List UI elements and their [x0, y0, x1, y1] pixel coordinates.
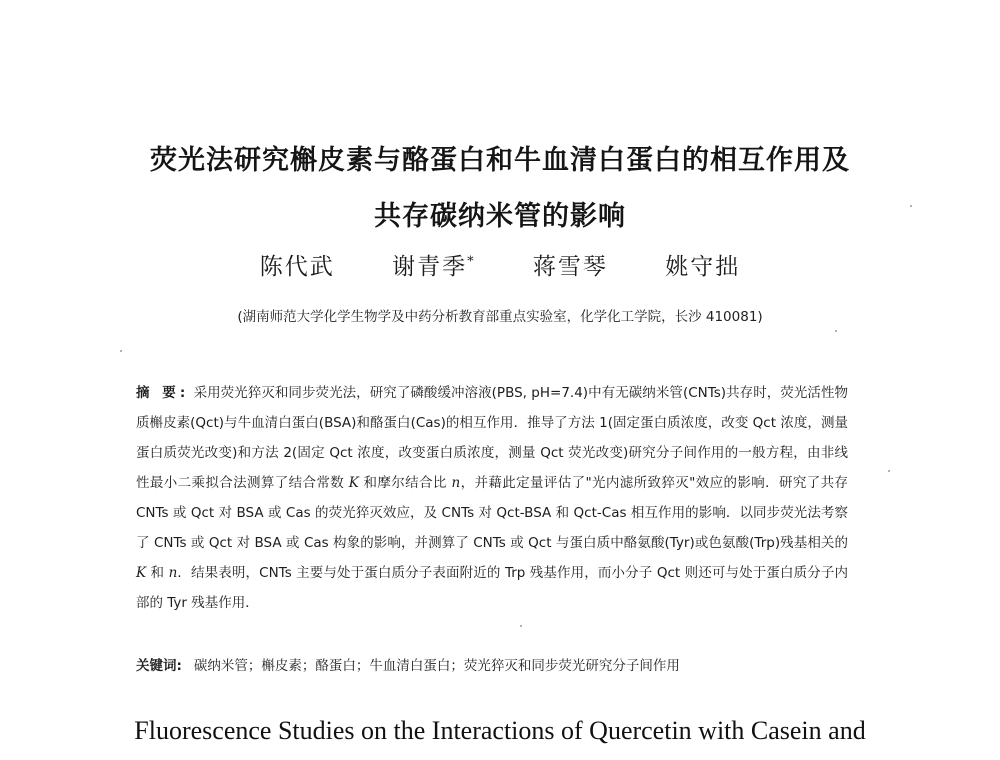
keywords-label: 关键词:	[136, 658, 182, 674]
symbol-n: n	[168, 565, 178, 581]
affiliation: (湖南师范大学化学生物学及中药分析教育部重点实验室，化学化工学院，长沙 410081)	[237, 309, 763, 325]
scan-speck	[888, 470, 890, 472]
chinese-title-line-1: 荧光法研究槲皮素与酪蛋白和牛血清白蛋白的相互作用及	[150, 145, 850, 176]
symbol-k: K	[348, 475, 359, 491]
corresponding-author-mark: *	[467, 254, 476, 270]
author-name: 陈代武	[259, 254, 335, 280]
author-name: 谢青季	[392, 254, 468, 280]
keywords-text: 碳纳米管；槲皮素；酪蛋白；牛血清白蛋白；荧光猝灭和同步荧光研究分子间作用	[193, 658, 680, 674]
symbol-n: n	[451, 475, 461, 491]
scan-speck	[520, 625, 522, 627]
abstract-text: ．结果表明，CNTs 主要与处于蛋白质分子表面附近的 Trp 残基作用，而小分子 Qct 则还可与处于蛋白质分子内部的 Tyr 残基作用．	[136, 565, 848, 611]
scan-speck	[120, 350, 122, 352]
chinese-title-line-2: 共存碳纳米管的影响	[374, 201, 626, 232]
abstract-text: 采用荧光猝灭和同步荧光法，研究了磷酸缓冲溶液(PBS, pH=7.4)中有无碳纳米管(CNTs)共存时，荧光活性物质槲皮素(Qct)与牛血清白蛋白(BSA)和酪蛋白(Cas)的相互作用．推导了方法 1(固定蛋白质浓度，改变 Qct 浓度，测量蛋白质荧光改变)和方法 2(固定 Qct 浓度，改变蛋白质浓度，测量 Qct 荧光改变)研究分子间作用的一般方程，由非线性最小二乘拟合法测算了结合常数	[136, 385, 848, 491]
author-name: 姚守拙	[665, 254, 741, 280]
symbol-k: K	[136, 565, 147, 581]
abstract-text: 和	[146, 565, 169, 581]
keywords	[136, 654, 848, 674]
author-name: 蒋雪琴	[532, 254, 608, 280]
scan-speck	[910, 205, 912, 207]
author-list	[0, 248, 1000, 281]
abstract	[136, 378, 848, 618]
author-name-corresponding	[392, 254, 476, 280]
abstract-label: 摘 要:	[136, 385, 190, 401]
abstract-text: ，并藉此定量评估了"光内滤所致猝灭"效应的影响．研究了共存 CNTs 或 Qct 对 BSA 或 Cas 的荧光猝灭效应，及 CNTs 对 Qct-BSA 和 Qct-Cas 相互作用的影响．以同步荧光法考察了 CNTs 或 Qct 对 BSA 或 Cas 构象的影响，并测算了 CNTs 或 Qct 与蛋白质中酪氨酸(Tyr)或色氨酸(Trp)残基相关的	[136, 475, 848, 551]
english-title: Fluorescence Studies on the Interactions of Quercetin with Casein and	[134, 716, 866, 745]
abstract-text: 和摩尔结合比	[358, 475, 452, 491]
scan-speck	[835, 330, 837, 332]
